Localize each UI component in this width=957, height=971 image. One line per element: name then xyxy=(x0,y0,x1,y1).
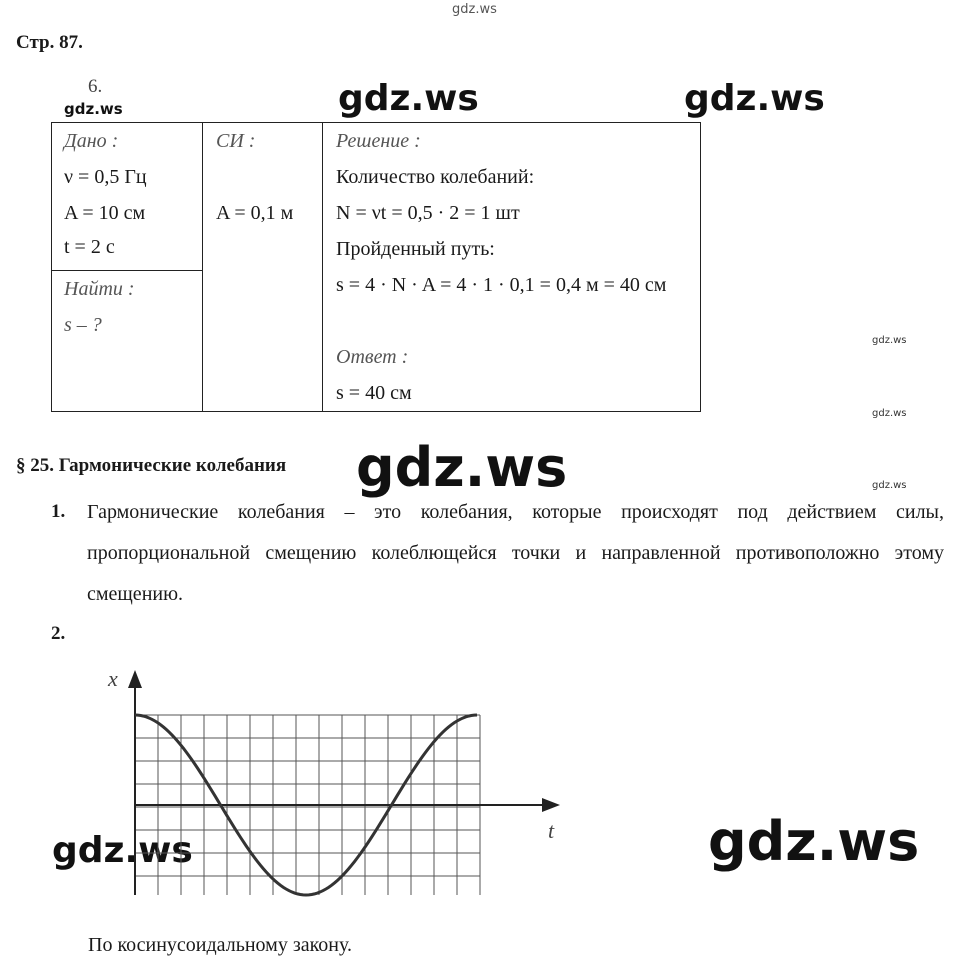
chart-x-axis-arrow xyxy=(542,798,560,812)
item-1-number: 1. xyxy=(51,501,66,522)
watermark-big-bottom-right: gdz.ws xyxy=(708,810,920,873)
chart-x-label: t xyxy=(548,818,555,843)
cosine-chart xyxy=(100,660,570,910)
given-line: t = 2 с xyxy=(64,236,115,258)
watermark-medium-center: gdz.ws xyxy=(338,78,479,119)
find-title: Найти : xyxy=(64,277,135,300)
solution-title: Решение : xyxy=(336,130,421,152)
chart-y-axis-arrow xyxy=(128,670,142,688)
answer-title xyxy=(336,339,700,375)
watermark-tiny-3: gdz.ws xyxy=(872,480,907,491)
watermark-small-left: gdz.ws xyxy=(64,100,123,118)
chart-axes xyxy=(128,670,560,895)
page-header: Стр. 87. xyxy=(16,32,83,53)
section-heading: § 25. Гармонические колебания xyxy=(16,455,287,476)
conclusion-text: По косинусоидальному закону. xyxy=(88,934,352,956)
answer-title-text: Ответ : xyxy=(336,346,409,368)
watermark-tiny-1: gdz.ws xyxy=(872,335,907,346)
solution-line: Количество колебаний: xyxy=(336,166,535,188)
item-2-number: 2. xyxy=(51,623,66,644)
watermark-medium-bottom-left: gdz.ws xyxy=(52,830,193,871)
watermark-medium-right: gdz.ws xyxy=(684,78,825,119)
watermark-big-center: gdz.ws xyxy=(356,436,568,499)
solution-cell xyxy=(323,123,701,412)
solution-line: Пройденный путь: xyxy=(336,238,495,260)
solution-line: s = 4 · N · A = 4 · 1 · 0,1 = 0,4 м = 40 см xyxy=(336,274,667,296)
solution-line: N = νt = 0,5 · 2 = 1 шт xyxy=(336,202,520,224)
chart-y-label: x xyxy=(108,666,118,691)
item-1-text: Гармонические колебания – это колебания, которые происходят под действием силы, пропорциональной смещению колеблющейся точки и направленной противоположно этому смещению. xyxy=(87,501,944,605)
find-cell xyxy=(52,270,203,411)
find-line: s – ? xyxy=(64,313,102,336)
given-table xyxy=(51,122,701,412)
si-title: СИ : xyxy=(216,130,256,152)
answer-line: s = 40 см xyxy=(336,382,412,404)
task-number: 6. xyxy=(88,76,103,97)
watermark-tiny-2: gdz.ws xyxy=(872,408,907,419)
given-line: ν = 0,5 Гц xyxy=(64,166,147,188)
given-title: Дано : xyxy=(64,130,119,152)
given-line: A = 10 см xyxy=(64,202,146,224)
si-cell xyxy=(203,123,323,412)
given-cell xyxy=(52,123,203,271)
si-line: A = 0,1 м xyxy=(216,202,294,224)
watermark-top: gdz.ws xyxy=(452,2,497,17)
